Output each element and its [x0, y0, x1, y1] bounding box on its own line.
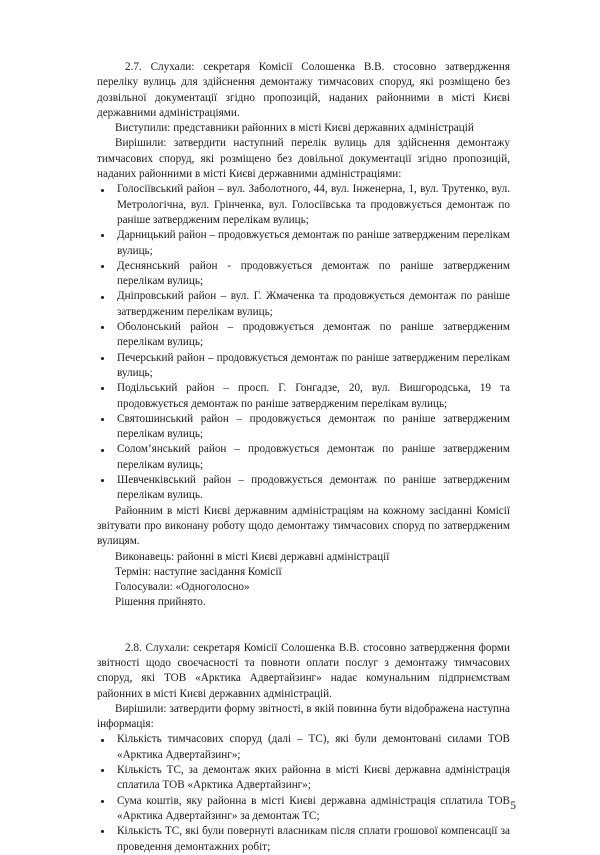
bullet-icon [101, 265, 104, 268]
list-item [97, 763, 510, 794]
bullet-icon [101, 479, 104, 482]
list-item-text: Кількість ТС, за демонтаж яких районна в місті Києві державна адміністрація сплатила ТОВ «Арктика Адвертайзинг»; [117, 764, 510, 792]
list-item [97, 824, 510, 855]
bullet-icon [101, 234, 104, 237]
bullet-icon [101, 296, 104, 299]
list-item-text: Святошинський район – продовжується демонтаж по раніше затвердженим перелікам вулиць; [117, 412, 510, 441]
section-2-8-heard: 2.8. Слухали: секретаря Комісії Солошенка В.В. стосовно затвердження форми звітності щодо своєчасності та повноти оплати послуг з демонтажу тимчасових споруд, які ТОВ «Арктика Адвертайзинг» надає комунальним підприємствам районних в місті Києві державних адміністрацій. [97, 641, 510, 700]
section-2-7-decided: Вирішили: затвердити наступний перелік вулиць для здійснення демонтажу тимчасових споруд, які розміщено без довільної документації згідно пропозицій, наданих районними в місті Києві державними адміністраціями: [97, 137, 510, 181]
list-item-text: Кількість тимчасових споруд (далі – ТС), які були демонтовані силами ТОВ «Арктика Адвертайзинг»; [117, 733, 510, 761]
list-item-text: Кількість ТС, які були повернуті власникам після сплати грошової компенсації за проведення демонтажних робіт; [117, 825, 510, 853]
list-item-text: Деснянський район - продовжується демонтаж по раніше затвердженим перелікам вулиць; [117, 259, 510, 288]
section-2-7-resolution: Рішення прийнято. [115, 596, 206, 609]
list-item [97, 351, 510, 382]
bullet-icon [101, 449, 104, 452]
section-2-7-term: Термін: наступне засідання Комісії [115, 565, 282, 578]
section-2-8-decided: Вирішили: затвердити форму звітності, в якій повинна бути відображена наступна інформація: [97, 702, 510, 731]
page-number: 5 [510, 800, 516, 812]
bullet-icon [101, 739, 104, 742]
bullet-icon [101, 387, 104, 390]
section-2-7-heard: 2.7. Слухали: секретаря Комісії Солошенка В.В. стосовно затвердження переліку вулиць для здійснення демонтажу тимчасових споруд, які розміщено без дозвільної документації згідно пропозицій, наданих районними в місті Києві державними адміністраціями. [97, 61, 510, 119]
list-item-text: Подільський район – просп. Г. Гонгадзе, 20, вул. Вишгородська, 19 та продовжується демонтаж по раніше затвердженим перелікам вулиць; [117, 382, 510, 410]
list-item [97, 259, 510, 290]
list-item [97, 320, 510, 351]
bullet-icon [101, 418, 104, 421]
list-item-text: Дніпровський район – вул. Г. Жмаченка та продовжується демонтаж по раніше затвердженим перелікам вулиць; [117, 290, 510, 318]
bullet-icon [101, 769, 104, 772]
section-2-7-voted: Голосували: «Одноголосно» [115, 581, 250, 594]
list-item [97, 381, 510, 412]
list-item-text: Шевченківський район – продовжується демонтаж по раніше затвердженим перелікам вулиць. [117, 474, 510, 502]
bullet-icon [101, 326, 104, 329]
list-item-text: Голосіївський район – вул. Заболотного, 44, вул. Інженерна, 1, вул. Трутенко, вул. Метрологічна, вул. Грінченка, вул. Голосіївська та продовжується демонтаж по раніше затвердженим перелікам вулиць; [117, 183, 510, 226]
page-content [97, 60, 510, 855]
bullet-icon [101, 830, 104, 833]
bullet-icon [101, 189, 104, 192]
list-item [97, 182, 510, 228]
section-spacer [97, 611, 510, 641]
list-item [97, 442, 510, 473]
section-2-7-performer: Виконавець: районні в місті Києві державні адміністрації [115, 550, 390, 563]
bullet-icon [101, 800, 104, 803]
list-item-text: Оболонський район – продовжується демонтаж по раніше затвердженим перелікам вулиць; [117, 321, 510, 349]
bullet-icon [101, 357, 104, 360]
list-item-text: Печерський район – продовжується демонтаж по раніше затвердженим перелікам вулиць; [117, 351, 510, 379]
list-item [97, 228, 510, 259]
section-2-7-closing: Районним в місті Києві державним адміністраціям на кожному засіданні Комісії звітувати про виконану роботу щодо демонтажу тимчасових споруд по затвердженим вулицям. [97, 504, 510, 548]
list-item [97, 412, 510, 443]
district-list [97, 182, 510, 503]
list-item [97, 473, 510, 504]
list-item [97, 732, 510, 763]
section-2-7-spoke: Виступили: представники районних в місті Києві державних адміністрацій [115, 122, 474, 135]
report-fields-list [97, 732, 510, 854]
list-item [97, 794, 510, 825]
list-item-text: Сума коштів, яку районна в місті Києві державна адміністрація сплатила ТОВ «Арктика Адвертайзинг» за демонтаж ТС; [117, 794, 510, 822]
list-item [97, 289, 510, 320]
list-item-text: Солом’янський район – продовжується демонтаж по раніше затвердженим перелікам вулиць; [117, 443, 510, 471]
list-item-text: Дарницький район – продовжується демонтаж по раніше затвердженим перелікам вулиць; [117, 229, 510, 257]
